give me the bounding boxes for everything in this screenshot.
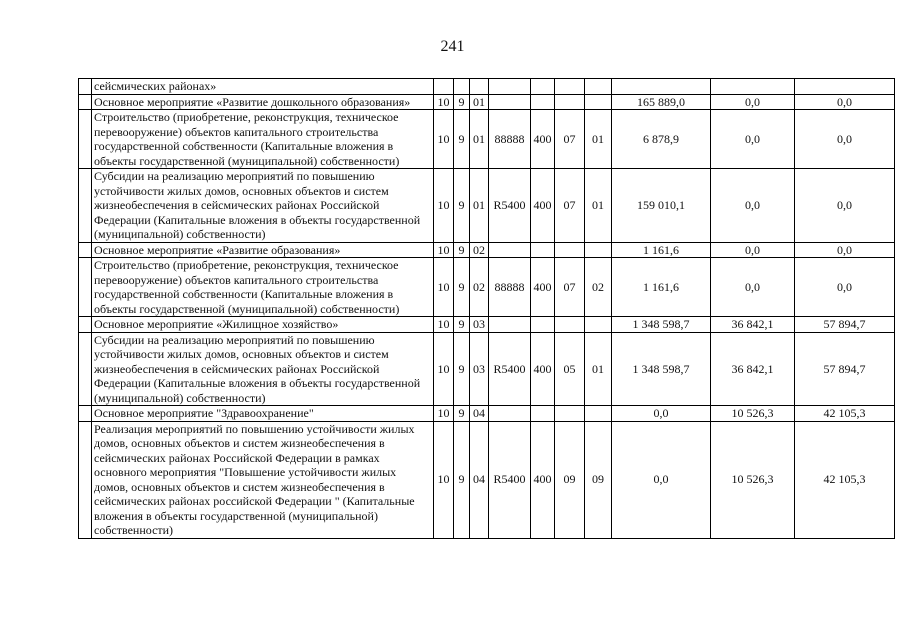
cell-v2: 0,0: [711, 94, 795, 110]
cell-f: [555, 94, 585, 110]
cell-a: 10: [434, 332, 454, 406]
cell-d: [489, 406, 531, 422]
cell-d: [489, 242, 531, 258]
cell-f: [555, 317, 585, 333]
cell-d: [489, 79, 531, 95]
cell-c: 04: [470, 421, 489, 538]
cell-f: 07: [555, 258, 585, 317]
row-name: Субсидии на реализацию мероприятий по повышению устойчивости жилых домов, основных объектов и систем жизнеобеспечения в сейсмических районах Российской Федерации (Капитальные вложения в объекты государственной (муниципальной) собственности): [92, 332, 434, 406]
cell-e: 400: [531, 110, 555, 169]
cell-b: 9: [454, 258, 470, 317]
table-row: [79, 79, 895, 95]
cell-a: 10: [434, 110, 454, 169]
cell-v2: [711, 79, 795, 95]
row-name: Основное мероприятие «Жилищное хозяйство»: [92, 317, 434, 333]
cell-v3: 0,0: [795, 94, 895, 110]
cell-b: 9: [454, 169, 470, 243]
row-gutter: [79, 169, 92, 243]
cell-v1: 1 161,6: [612, 258, 711, 317]
cell-b: 9: [454, 242, 470, 258]
table-row: [79, 406, 895, 422]
row-gutter: [79, 421, 92, 538]
row-gutter: [79, 332, 92, 406]
row-name: Основное мероприятие "Здравоохранение": [92, 406, 434, 422]
cell-f: [555, 242, 585, 258]
cell-c: [470, 79, 489, 95]
cell-a: [434, 79, 454, 95]
cell-g: 02: [585, 258, 612, 317]
row-name: Реализация мероприятий по повышению устойчивости жилых домов, основных объектов и систем жизнеобеспечения в сейсмических районах Российской Федерации в рамках основного мероприятия "Повышение устойчивости жилых домов, основных объектов и систем жизнеобеспечения в сейсмических районах российской Федерации " (Капитальные вложения в объекты государственной (муниципальной) собственности): [92, 421, 434, 538]
row-gutter: [79, 94, 92, 110]
cell-c: 03: [470, 332, 489, 406]
cell-v3: 42 105,3: [795, 421, 895, 538]
cell-g: [585, 94, 612, 110]
cell-f: 09: [555, 421, 585, 538]
cell-v1: [612, 79, 711, 95]
cell-a: 10: [434, 169, 454, 243]
cell-v2: 10 526,3: [711, 421, 795, 538]
table-row: [79, 332, 895, 406]
cell-g: [585, 242, 612, 258]
cell-d: [489, 317, 531, 333]
cell-d: [489, 94, 531, 110]
table-row: [79, 317, 895, 333]
row-gutter: [79, 258, 92, 317]
cell-v1: 0,0: [612, 421, 711, 538]
cell-g: 01: [585, 332, 612, 406]
cell-c: 03: [470, 317, 489, 333]
cell-g: [585, 317, 612, 333]
row-name: Основное мероприятие «Развитие дошкольного образования»: [92, 94, 434, 110]
cell-a: 10: [434, 421, 454, 538]
cell-v1: 159 010,1: [612, 169, 711, 243]
cell-v3: 0,0: [795, 242, 895, 258]
budget-table: [78, 78, 895, 539]
cell-a: 10: [434, 406, 454, 422]
cell-d: R5400: [489, 169, 531, 243]
cell-g: 01: [585, 169, 612, 243]
cell-v3: 57 894,7: [795, 317, 895, 333]
cell-v1: 6 878,9: [612, 110, 711, 169]
cell-a: 10: [434, 242, 454, 258]
table-row: [79, 169, 895, 243]
cell-v2: 0,0: [711, 169, 795, 243]
cell-e: [531, 317, 555, 333]
cell-e: 400: [531, 332, 555, 406]
cell-g: 01: [585, 110, 612, 169]
cell-b: 9: [454, 421, 470, 538]
cell-a: 10: [434, 94, 454, 110]
row-name: сейсмических районах»: [92, 79, 434, 95]
row-gutter: [79, 406, 92, 422]
cell-b: 9: [454, 332, 470, 406]
cell-f: 07: [555, 110, 585, 169]
cell-v3: [795, 79, 895, 95]
cell-c: 01: [470, 110, 489, 169]
cell-v1: 1 348 598,7: [612, 317, 711, 333]
table-row: [79, 94, 895, 110]
cell-v3: 0,0: [795, 169, 895, 243]
cell-d: 88888: [489, 110, 531, 169]
cell-d: 88888: [489, 258, 531, 317]
cell-a: 10: [434, 317, 454, 333]
cell-e: 400: [531, 421, 555, 538]
cell-g: [585, 79, 612, 95]
cell-v3: 0,0: [795, 258, 895, 317]
cell-e: [531, 94, 555, 110]
table-row: [79, 258, 895, 317]
cell-e: [531, 406, 555, 422]
cell-v2: 36 842,1: [711, 317, 795, 333]
table-row: [79, 242, 895, 258]
cell-b: 9: [454, 317, 470, 333]
row-gutter: [79, 317, 92, 333]
row-gutter: [79, 242, 92, 258]
cell-f: [555, 79, 585, 95]
row-gutter: [79, 79, 92, 95]
cell-v2: 10 526,3: [711, 406, 795, 422]
cell-b: 9: [454, 406, 470, 422]
cell-b: 9: [454, 94, 470, 110]
cell-c: 04: [470, 406, 489, 422]
cell-a: 10: [434, 258, 454, 317]
row-name: Строительство (приобретение, реконструкция, техническое перевооружение) объектов капитального строительства государственной собственности (Капитальные вложения в объекты государственной (муниципальной) собственности): [92, 258, 434, 317]
cell-c: 02: [470, 242, 489, 258]
cell-g: [585, 406, 612, 422]
cell-v3: 42 105,3: [795, 406, 895, 422]
cell-d: R5400: [489, 421, 531, 538]
cell-v2: 0,0: [711, 242, 795, 258]
cell-c: 01: [470, 169, 489, 243]
page-number: 241: [440, 38, 465, 55]
cell-e: 400: [531, 169, 555, 243]
cell-v1: 1 161,6: [612, 242, 711, 258]
cell-f: [555, 406, 585, 422]
cell-d: R5400: [489, 332, 531, 406]
cell-v1: 165 889,0: [612, 94, 711, 110]
cell-v2: 0,0: [711, 258, 795, 317]
cell-v2: 36 842,1: [711, 332, 795, 406]
cell-e: 400: [531, 258, 555, 317]
cell-e: [531, 242, 555, 258]
table-row: [79, 421, 895, 538]
row-gutter: [79, 110, 92, 169]
cell-c: 01: [470, 94, 489, 110]
cell-c: 02: [470, 258, 489, 317]
cell-e: [531, 79, 555, 95]
cell-b: [454, 79, 470, 95]
table-row: [79, 110, 895, 169]
cell-v2: 0,0: [711, 110, 795, 169]
cell-v1: 1 348 598,7: [612, 332, 711, 406]
cell-v1: 0,0: [612, 406, 711, 422]
cell-b: 9: [454, 110, 470, 169]
row-name: Субсидии на реализацию мероприятий по повышению устойчивости жилых домов, основных объектов и систем жизнеобеспечения в сейсмических районах Российской Федерации (Капитальные вложения в объекты государственной (муниципальной) собственности): [92, 169, 434, 243]
cell-g: 09: [585, 421, 612, 538]
cell-f: 07: [555, 169, 585, 243]
cell-v3: 0,0: [795, 110, 895, 169]
cell-v3: 57 894,7: [795, 332, 895, 406]
row-name: Строительство (приобретение, реконструкция, техническое перевооружение) объектов капитального строительства государственной собственности (Капитальные вложения в объекты государственной (муниципальной) собственности): [92, 110, 434, 169]
row-name: Основное мероприятие «Развитие образования»: [92, 242, 434, 258]
cell-f: 05: [555, 332, 585, 406]
